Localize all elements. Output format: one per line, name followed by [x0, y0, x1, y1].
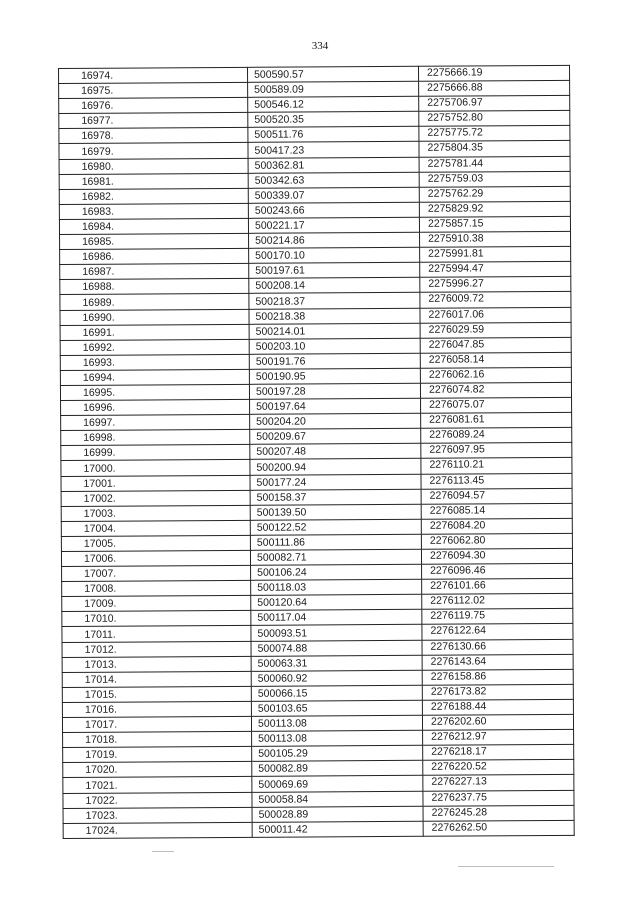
point-number-cell: 16980.: [59, 158, 248, 174]
x-coordinate-cell: 500069.69: [252, 776, 423, 792]
point-number-cell: 17006.: [61, 550, 250, 566]
x-coordinate-cell: 500103.65: [251, 700, 422, 716]
y-coordinate-cell: 2275781.44: [419, 156, 570, 172]
y-coordinate-cell: 2276188.44: [422, 699, 573, 715]
scan-mark: [152, 851, 174, 852]
y-coordinate-cell: 2276085.14: [421, 503, 572, 519]
point-number-cell: 16976.: [59, 98, 248, 114]
x-coordinate-cell: 500342.63: [248, 172, 419, 188]
x-coordinate-cell: 500063.31: [251, 655, 422, 671]
y-coordinate-cell: 2276062.16: [420, 367, 571, 383]
x-coordinate-cell: 500208.14: [249, 278, 420, 294]
x-coordinate-cell: 500118.03: [251, 579, 422, 595]
point-number-cell: 17018.: [63, 731, 252, 747]
y-coordinate-cell: 2276074.82: [420, 382, 571, 398]
y-coordinate-cell: 2276089.24: [421, 428, 572, 444]
y-coordinate-cell: 2276094.57: [421, 488, 572, 504]
point-number-cell: 16999.: [61, 445, 250, 461]
y-coordinate-cell: 2275910.38: [420, 231, 571, 247]
x-coordinate-cell: 500197.61: [249, 263, 420, 279]
y-coordinate-cell: 2276084.20: [421, 518, 572, 534]
y-coordinate-cell: 2276112.02: [422, 594, 573, 610]
x-coordinate-cell: 500221.17: [248, 217, 419, 233]
y-coordinate-cell: 2276227.13: [423, 775, 574, 791]
point-number-cell: 16993.: [60, 354, 249, 370]
point-number-cell: 17022.: [63, 792, 252, 808]
y-coordinate-cell: 2275857.15: [419, 216, 570, 232]
y-coordinate-cell: 2275706.97: [419, 96, 570, 112]
point-number-cell: 17012.: [62, 641, 251, 657]
y-coordinate-cell: 2276009.72: [420, 292, 571, 308]
x-coordinate-cell: 500417.23: [248, 142, 419, 158]
y-coordinate-cell: 2275752.80: [419, 111, 570, 127]
point-number-cell: 16994.: [60, 369, 249, 385]
x-coordinate-cell: 500120.64: [251, 595, 422, 611]
point-number-cell: 17009.: [62, 596, 251, 612]
point-number-cell: 16982.: [59, 188, 248, 204]
point-number-cell: 17005.: [61, 535, 250, 551]
x-coordinate-cell: 500113.08: [251, 715, 422, 731]
x-coordinate-cell: 500200.94: [250, 459, 421, 475]
y-coordinate-cell: 2275775.72: [419, 126, 570, 142]
y-coordinate-cell: 2276029.59: [420, 322, 571, 338]
x-coordinate-cell: 500177.24: [250, 474, 421, 490]
y-coordinate-cell: 2276113.45: [421, 473, 572, 489]
point-number-cell: 16981.: [59, 173, 248, 189]
x-coordinate-cell: 500362.81: [248, 157, 419, 173]
y-coordinate-cell: 2276062.80: [421, 533, 572, 549]
y-coordinate-cell: 2276218.17: [423, 745, 574, 761]
y-coordinate-cell: 2275829.92: [419, 201, 570, 217]
x-coordinate-cell: 500207.48: [250, 444, 421, 460]
x-coordinate-cell: 500218.38: [249, 308, 420, 324]
point-number-cell: 17011.: [62, 626, 251, 642]
point-number-cell: 17001.: [61, 475, 250, 491]
x-coordinate-cell: 500243.66: [248, 202, 419, 218]
x-coordinate-cell: 500105.29: [252, 746, 423, 762]
y-coordinate-cell: 2275991.81: [420, 246, 571, 262]
y-coordinate-cell: 2276173.82: [422, 684, 573, 700]
point-number-cell: 16979.: [59, 143, 248, 159]
x-coordinate-cell: 500209.67: [250, 429, 421, 445]
y-coordinate-cell: 2276101.66: [422, 579, 573, 595]
x-coordinate-cell: 500113.08: [252, 730, 423, 746]
x-coordinate-cell: 500060.92: [251, 670, 422, 686]
y-coordinate-cell: 2276081.61: [421, 413, 572, 429]
point-number-cell: 17023.: [63, 807, 252, 823]
y-coordinate-cell: 2276262.50: [423, 820, 574, 836]
y-coordinate-cell: 2276075.07: [421, 397, 572, 413]
point-number-cell: 17010.: [62, 611, 251, 627]
x-coordinate-cell: 500139.50: [250, 504, 421, 520]
point-number-cell: 17017.: [62, 716, 251, 732]
x-coordinate-cell: 500203.10: [249, 338, 420, 354]
scan-mark: [458, 866, 554, 867]
y-coordinate-cell: 2275666.19: [418, 65, 569, 81]
y-coordinate-cell: 2276047.85: [420, 337, 571, 353]
y-coordinate-cell: 2276237.75: [423, 790, 574, 806]
y-coordinate-cell: 2275759.03: [419, 171, 570, 187]
x-coordinate-cell: 500197.28: [249, 383, 420, 399]
y-coordinate-cell: 2275804.35: [419, 141, 570, 157]
point-number-cell: 17024.: [63, 822, 252, 838]
x-coordinate-cell: 500093.51: [251, 625, 422, 641]
x-coordinate-cell: 500158.37: [250, 489, 421, 505]
y-coordinate-cell: 2276119.75: [422, 609, 573, 625]
x-coordinate-cell: 500011.42: [252, 821, 423, 837]
point-number-cell: 16998.: [61, 430, 250, 446]
y-coordinate-cell: 2276110.21: [421, 458, 572, 474]
point-number-cell: 16992.: [60, 339, 249, 355]
point-number-cell: 17003.: [61, 505, 250, 521]
x-coordinate-cell: 500218.37: [249, 293, 420, 309]
point-number-cell: 17015.: [62, 686, 251, 702]
point-number-cell: 16974.: [59, 67, 248, 83]
y-coordinate-cell: 2276212.97: [423, 729, 574, 745]
y-coordinate-cell: 2275666.88: [419, 80, 570, 96]
point-number-cell: 16995.: [60, 384, 249, 400]
coordinates-table: [58, 65, 575, 839]
y-coordinate-cell: 2276017.06: [420, 307, 571, 323]
y-coordinate-cell: 2276122.64: [422, 624, 573, 640]
y-coordinate-cell: 2276096.46: [422, 563, 573, 579]
y-coordinate-cell: 2275994.47: [420, 262, 571, 278]
point-number-cell: 16978.: [59, 128, 248, 144]
y-coordinate-cell: 2276094.30: [421, 548, 572, 564]
point-number-cell: 17008.: [62, 581, 251, 597]
coordinates-table-body: [59, 65, 575, 838]
y-coordinate-cell: 2276143.64: [422, 654, 573, 670]
x-coordinate-cell: 500074.88: [251, 640, 422, 656]
point-number-cell: 17000.: [61, 460, 250, 476]
x-coordinate-cell: 500204.20: [250, 413, 421, 429]
x-coordinate-cell: 500082.71: [250, 549, 421, 565]
point-number-cell: 16975.: [59, 82, 248, 98]
x-coordinate-cell: 500511.76: [248, 127, 419, 143]
x-coordinate-cell: 500190.95: [249, 368, 420, 384]
point-number-cell: 16988.: [60, 279, 249, 295]
y-coordinate-cell: 2275996.27: [420, 277, 571, 293]
point-number-cell: 16986.: [60, 248, 249, 264]
x-coordinate-cell: 500339.07: [248, 187, 419, 203]
x-coordinate-cell: 500170.10: [249, 247, 420, 263]
y-coordinate-cell: 2275762.29: [419, 186, 570, 202]
point-number-cell: 17019.: [63, 747, 252, 763]
point-number-cell: 16989.: [60, 294, 249, 310]
point-number-cell: 16987.: [60, 264, 249, 280]
y-coordinate-cell: 2276097.95: [421, 443, 572, 459]
table-row: [63, 820, 574, 838]
page-number: 334: [311, 40, 329, 52]
point-number-cell: 17002.: [61, 490, 250, 506]
x-coordinate-cell: 500546.12: [248, 96, 419, 112]
point-number-cell: 17014.: [62, 671, 251, 687]
point-number-cell: 16985.: [60, 233, 249, 249]
point-number-cell: 16997.: [61, 414, 250, 430]
point-number-cell: 16990.: [60, 309, 249, 325]
y-coordinate-cell: 2276130.66: [422, 639, 573, 655]
y-coordinate-cell: 2276202.60: [422, 714, 573, 730]
x-coordinate-cell: 500028.89: [252, 806, 423, 822]
point-number-cell: 16991.: [60, 324, 249, 340]
x-coordinate-cell: 500590.57: [247, 66, 418, 82]
y-coordinate-cell: 2276058.14: [420, 352, 571, 368]
point-number-cell: 17013.: [62, 656, 251, 672]
y-coordinate-cell: 2276220.52: [423, 760, 574, 776]
x-coordinate-cell: 500197.64: [250, 398, 421, 414]
point-number-cell: 17007.: [62, 565, 251, 581]
point-number-cell: 16983.: [59, 203, 248, 219]
x-coordinate-cell: 500058.84: [252, 791, 423, 807]
x-coordinate-cell: 500520.35: [248, 112, 419, 128]
x-coordinate-cell: 500106.24: [251, 564, 422, 580]
y-coordinate-cell: 2276245.28: [423, 805, 574, 821]
point-number-cell: 17021.: [63, 777, 252, 793]
point-number-cell: 16977.: [59, 113, 248, 129]
x-coordinate-cell: 500111.86: [250, 534, 421, 550]
x-coordinate-cell: 500082.89: [252, 761, 423, 777]
x-coordinate-cell: 500191.76: [249, 353, 420, 369]
point-number-cell: 17016.: [62, 701, 251, 717]
point-number-cell: 16984.: [59, 218, 248, 234]
x-coordinate-cell: 500117.04: [251, 610, 422, 626]
point-number-cell: 17020.: [63, 762, 252, 778]
x-coordinate-cell: 500214.01: [249, 323, 420, 339]
y-coordinate-cell: 2276158.86: [422, 669, 573, 685]
x-coordinate-cell: 500066.15: [251, 685, 422, 701]
x-coordinate-cell: 500122.52: [250, 519, 421, 535]
x-coordinate-cell: 500589.09: [248, 81, 419, 97]
point-number-cell: 16996.: [61, 399, 250, 415]
x-coordinate-cell: 500214.86: [249, 232, 420, 248]
point-number-cell: 17004.: [61, 520, 250, 536]
